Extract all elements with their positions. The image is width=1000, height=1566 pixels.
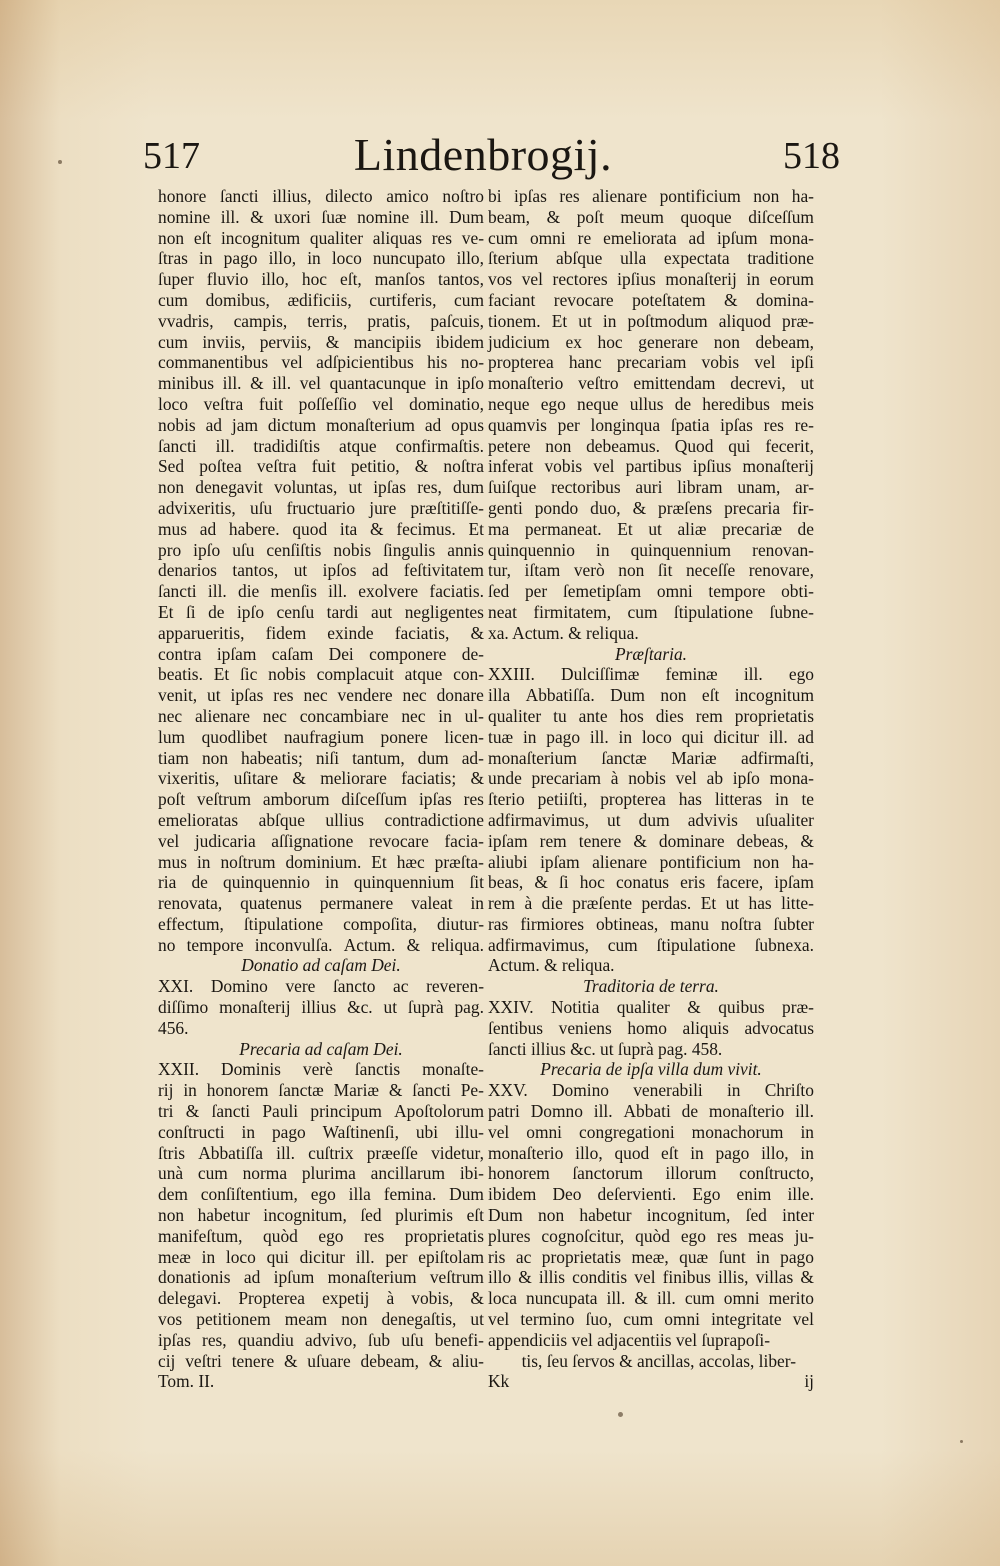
text-line: donationis ad ipſum monaſterium veſtrum [158, 1267, 484, 1288]
text-line: xa. Actum. & reliqua. [488, 622, 639, 643]
text-line: faciant revocare poteſtatem & domina- [488, 289, 814, 310]
text-line: cum inviis, perviis, & mancipiis ibidem [158, 331, 484, 352]
text-line: tuæ in pago ill. in loco qui dicitur ill. ad [488, 726, 814, 747]
text-line: ibidem Deo deſervienti. Ego enim ille. [488, 1184, 814, 1205]
text-line: 456. [158, 1017, 189, 1038]
text-line: petere non debeamus. Quod qui fecerit, [488, 435, 814, 456]
text-line: unde precariam à nobis vel ab ipſo mona- [488, 768, 814, 789]
text-line: poſt veſtrum amborum diſceſſum ipſas res [158, 789, 484, 810]
text-line: Tom. II. [158, 1371, 215, 1392]
section-heading: Donatio ad caſam Dei. [241, 955, 401, 976]
text-line: inferat vobis vel partibus ipſius monaſterij [488, 456, 814, 477]
text-line: minibus ill. & ill. vel quantacunque in ipſo [158, 373, 484, 394]
text-line: cij veſtri tenere & uſuare debeam, & aliu- [158, 1350, 484, 1371]
text-line: lum quodlibet naufragium ponere licen- [158, 726, 484, 747]
signature-mark: tis, ſeu ſervos & ancillas, accolas, liber- [521, 1350, 796, 1371]
text-line: contra ipſam caſam Dei componere de- [158, 643, 484, 664]
text-line: renovata, quatenus permanere valeat in [158, 893, 484, 914]
text-line: quinquennio in quinquennium renovan- [488, 539, 814, 560]
text-line: honorem ſanctorum illorum conſtructo, [488, 1163, 814, 1184]
text-line: XXV. Domino venerabili in Chriſto [488, 1080, 814, 1101]
text-line: loca nuncupata ill. & ill. cum omni merito [488, 1288, 814, 1309]
text-line: ſuiſque rectoribus auri libram unam, ar- [488, 477, 814, 498]
text-line: Kk ij [488, 1371, 814, 1392]
text-line: ſentibus veniens homo aliquis advocatus [488, 1017, 814, 1038]
text-line: cum omni re emeliorata ad ipſum mona- [488, 227, 814, 248]
text-line: apparueritis, fidem exinde faciatis, & [158, 622, 484, 643]
text-line: ſancti ill. tradidiſtis atque confirmaſtis. [158, 435, 484, 456]
text-line: venit, ut ipſas res nec vendere nec donare [158, 685, 484, 706]
text-line: aliubi ipſam alienare pontificium non ha- [488, 851, 814, 872]
section-heading: Traditoria de terra. [583, 976, 719, 997]
text-line: qualiter tu ante hos dies rem proprietatis [488, 705, 814, 726]
text-line: commanentibus vel adſpicientibus his no- [158, 352, 484, 373]
text-line: monaſterium ſanctæ Mariæ adfirmaſti, [488, 747, 814, 768]
text-line: diſſimo monaſterij illius &c. ut ſuprà pag. [158, 997, 484, 1018]
text-line: delegavi. Propterea expetij à vobis, & [158, 1288, 484, 1309]
text-line: ſterium abſque ulla expectata traditione [488, 248, 814, 269]
text-line: adfirmavimus, cum ſtipulatione ſubnexa. [488, 934, 814, 955]
text-line: monaſterio illo, quod eſt in pago illo, in [488, 1142, 814, 1163]
text-line: ſtris Abbatiſſa ill. cuſtrix præeſſe videtur, [158, 1142, 484, 1163]
text-line: vvadris, campis, terris, pratis, paſcuis, [158, 310, 484, 331]
ink-speck [58, 160, 62, 164]
text-line: denarios tantos, ut ipſos ad feſtivitatem [158, 560, 484, 581]
text-line: adfirmavimus, ut dum advivis uſualiter [488, 809, 814, 830]
section-heading: Precaria ad caſam Dei. [239, 1038, 403, 1059]
section-heading: Precaria de ipſa villa dum vivit. [540, 1059, 762, 1080]
text-line: loco veſtra fuit poſſeſſio vel dominatio, [158, 393, 484, 414]
text-line: unà cum norma plurima ancillarum ibi- [158, 1163, 484, 1184]
text-line: ſterio petiiſti, propterea has litteras in te [488, 789, 814, 810]
section-heading: Præſtaria. [615, 643, 687, 664]
text-line: monaſterio veſtro emittendam decrevi, ut [488, 373, 814, 394]
text-line: vel termino ſuo, cum omni integritate vel [488, 1309, 814, 1330]
text-line: honore ſancti illius, dilecto amico noſtro [158, 186, 484, 206]
text-line: non denegavit voluntas, ut ipſas res, dum [158, 477, 484, 498]
text-line: vos petitionem meam non denegaſtis, ut [158, 1309, 484, 1330]
left-text-column [158, 186, 484, 1392]
text-line: Actum. & reliqua. [488, 955, 615, 976]
text-line: quamvis per longinqua ſpatia ipſas res re- [488, 414, 814, 435]
text-line: rem à die præſente perdas. Et ut has litte- [488, 893, 814, 914]
text-line: rij in honorem ſanctæ Mariæ & ſancti Pe- [158, 1080, 484, 1101]
text-line: plures cognoſcitur, quòd ego res meas ju- [488, 1225, 814, 1246]
text-line: ipſas res, quandiu advivo, ſub uſu benefi- [158, 1329, 484, 1350]
text-line: emelioratas abſque ullius contradictione [158, 809, 484, 830]
text-line: patri Domno ill. Abbati de monaſterio ill. [488, 1101, 814, 1122]
text-line: mus ad habere. quod ita & fecimus. Et [158, 518, 484, 539]
text-line: beam, & poſt meum quoque diſceſſum [488, 206, 814, 227]
text-line: ſancti illius &c. ut ſuprà pag. 458. [488, 1038, 723, 1059]
text-line: illa Abbatiſſa. Dum non eſt incognitum [488, 685, 814, 706]
text-line: nec alienare nec concambiare nec in ul- [158, 705, 484, 726]
text-line: vos vel rectores ipſius monaſterij in eorum [488, 269, 814, 290]
text-line: vixeritis, uſitare & meliorare faciatis; & [158, 768, 484, 789]
text-line: XXIII. Dulciſſimæ feminæ ill. ego [488, 664, 814, 685]
page-number-right: 518 [783, 135, 840, 177]
text-line: ſuper fluvio illo, hoc eſt, manſos tantos, [158, 269, 484, 290]
text-line: pro ipſo uſu cenſiſtis nobis ſingulis annis [158, 539, 484, 560]
text-line: non habetur incognitum, ſed plurimis eſt [158, 1205, 484, 1226]
text-line: tionem. Et ut in poſtmodum aliquod præ- [488, 310, 814, 331]
text-line: Et ſi de ipſo cenſu tardi aut negligentes [158, 601, 484, 622]
text-line: neque ego neque ullus de heredibus meis [488, 393, 814, 414]
text-line: Dum non habetur incognitum, ſed inter [488, 1205, 814, 1226]
text-line: appendiciis vel adjacentiis vel ſuprapoſi- [488, 1329, 771, 1350]
text-line: ſancti ill. die menſis ill. exolvere faciatis. [158, 581, 484, 602]
text-line: advixeritis, uſu fructuario jure præſtitiſſe- [158, 497, 484, 518]
text-line: meæ in loco qui dicitur ill. per epiſtolam [158, 1246, 484, 1267]
text-line: tur, iſtam verò non ſit neceſſe renovare, [488, 560, 814, 581]
text-line: propterea hanc precariam vobis vel ipſi [488, 352, 814, 373]
text-line: nobis ad jam dictum monaſterium ad opus [158, 414, 484, 435]
text-line: beatis. Et ſic nobis complacuit atque con- [158, 664, 484, 685]
text-line: dem conſiſtentium, ego illa femina. Dum [158, 1184, 484, 1205]
right-text-column [488, 186, 814, 1392]
text-line: ris ac proprietatis meæ, quæ ſunt in pago [488, 1246, 814, 1267]
text-line: bi ipſas res alienare pontificium non ha- [488, 186, 814, 206]
text-line: tiam non habeatis; niſi tantum, dum ad- [158, 747, 484, 768]
text-line: manifeſtum, quòd ego res proprietatis [158, 1225, 484, 1246]
running-title: Lindenbrogij. [353, 129, 613, 180]
text-line: vel judicaria aſſignatione revocare facia- [158, 830, 484, 851]
text-line: XXIV. Notitia qualiter & quibus præ- [488, 997, 814, 1018]
text-line: beas, & ſi hoc conatus eris facere, ipſam [488, 872, 814, 893]
text-line: no tempore inconvulſa. Actum. & reliqua. [158, 934, 484, 955]
text-line: ma permaneat. Et ut aliæ precariæ de [488, 518, 814, 539]
text-line: Sed poſtea veſtra fuit petitio, & noſtra [158, 456, 484, 477]
text-line: XXI. Domino vere ſancto ac reveren- [158, 976, 484, 997]
text-line: vel omni congregationi monachorum in [488, 1121, 814, 1142]
text-line: neat firmitatem, cum ſtipulatione ſubne- [488, 601, 814, 622]
text-line: illo & illis conditis vel finibus illis, villas & [488, 1267, 814, 1288]
text-line: tri & ſancti Pauli principum Apoſtolorum [158, 1101, 484, 1122]
text-line: ria de quinquennio in quinquennium ſit [158, 872, 484, 893]
text-line: ipſam rem tenere & dominare debeas, & [488, 830, 814, 851]
text-line: ſed per ſemetipſam omni tempore obti- [488, 581, 814, 602]
page-number-left: 517 [143, 135, 200, 177]
text-line: genti pondo duo, & præſens precaria fir- [488, 497, 814, 518]
text-line: ſtras in pago illo, in loco nuncupato illo, [158, 248, 484, 269]
text-line: non eſt incognitum qualiter aliquas res ve- [158, 227, 484, 248]
ink-speck [618, 1412, 623, 1417]
text-line: conſtructi in pago Waſtinenſi, ubi illu- [158, 1121, 484, 1142]
text-line: judicium ex hoc generare non debeam, [488, 331, 814, 352]
page-header [138, 128, 840, 184]
text-line: mus in noſtrum dominium. Et hæc præſta- [158, 851, 484, 872]
ink-speck [960, 1440, 963, 1443]
text-line: ras firmiores obtineas, manu noſtra ſubter [488, 913, 814, 934]
text-line: nomine ill. & uxori ſuæ nomine ill. Dum [158, 206, 484, 227]
text-line: cum domibus, ædificiis, curtiferis, cum [158, 289, 484, 310]
text-line: XXII. Dominis verè ſanctis monaſte- [158, 1059, 484, 1080]
text-line: effectum, ſtipulatione compoſita, diutur- [158, 913, 484, 934]
